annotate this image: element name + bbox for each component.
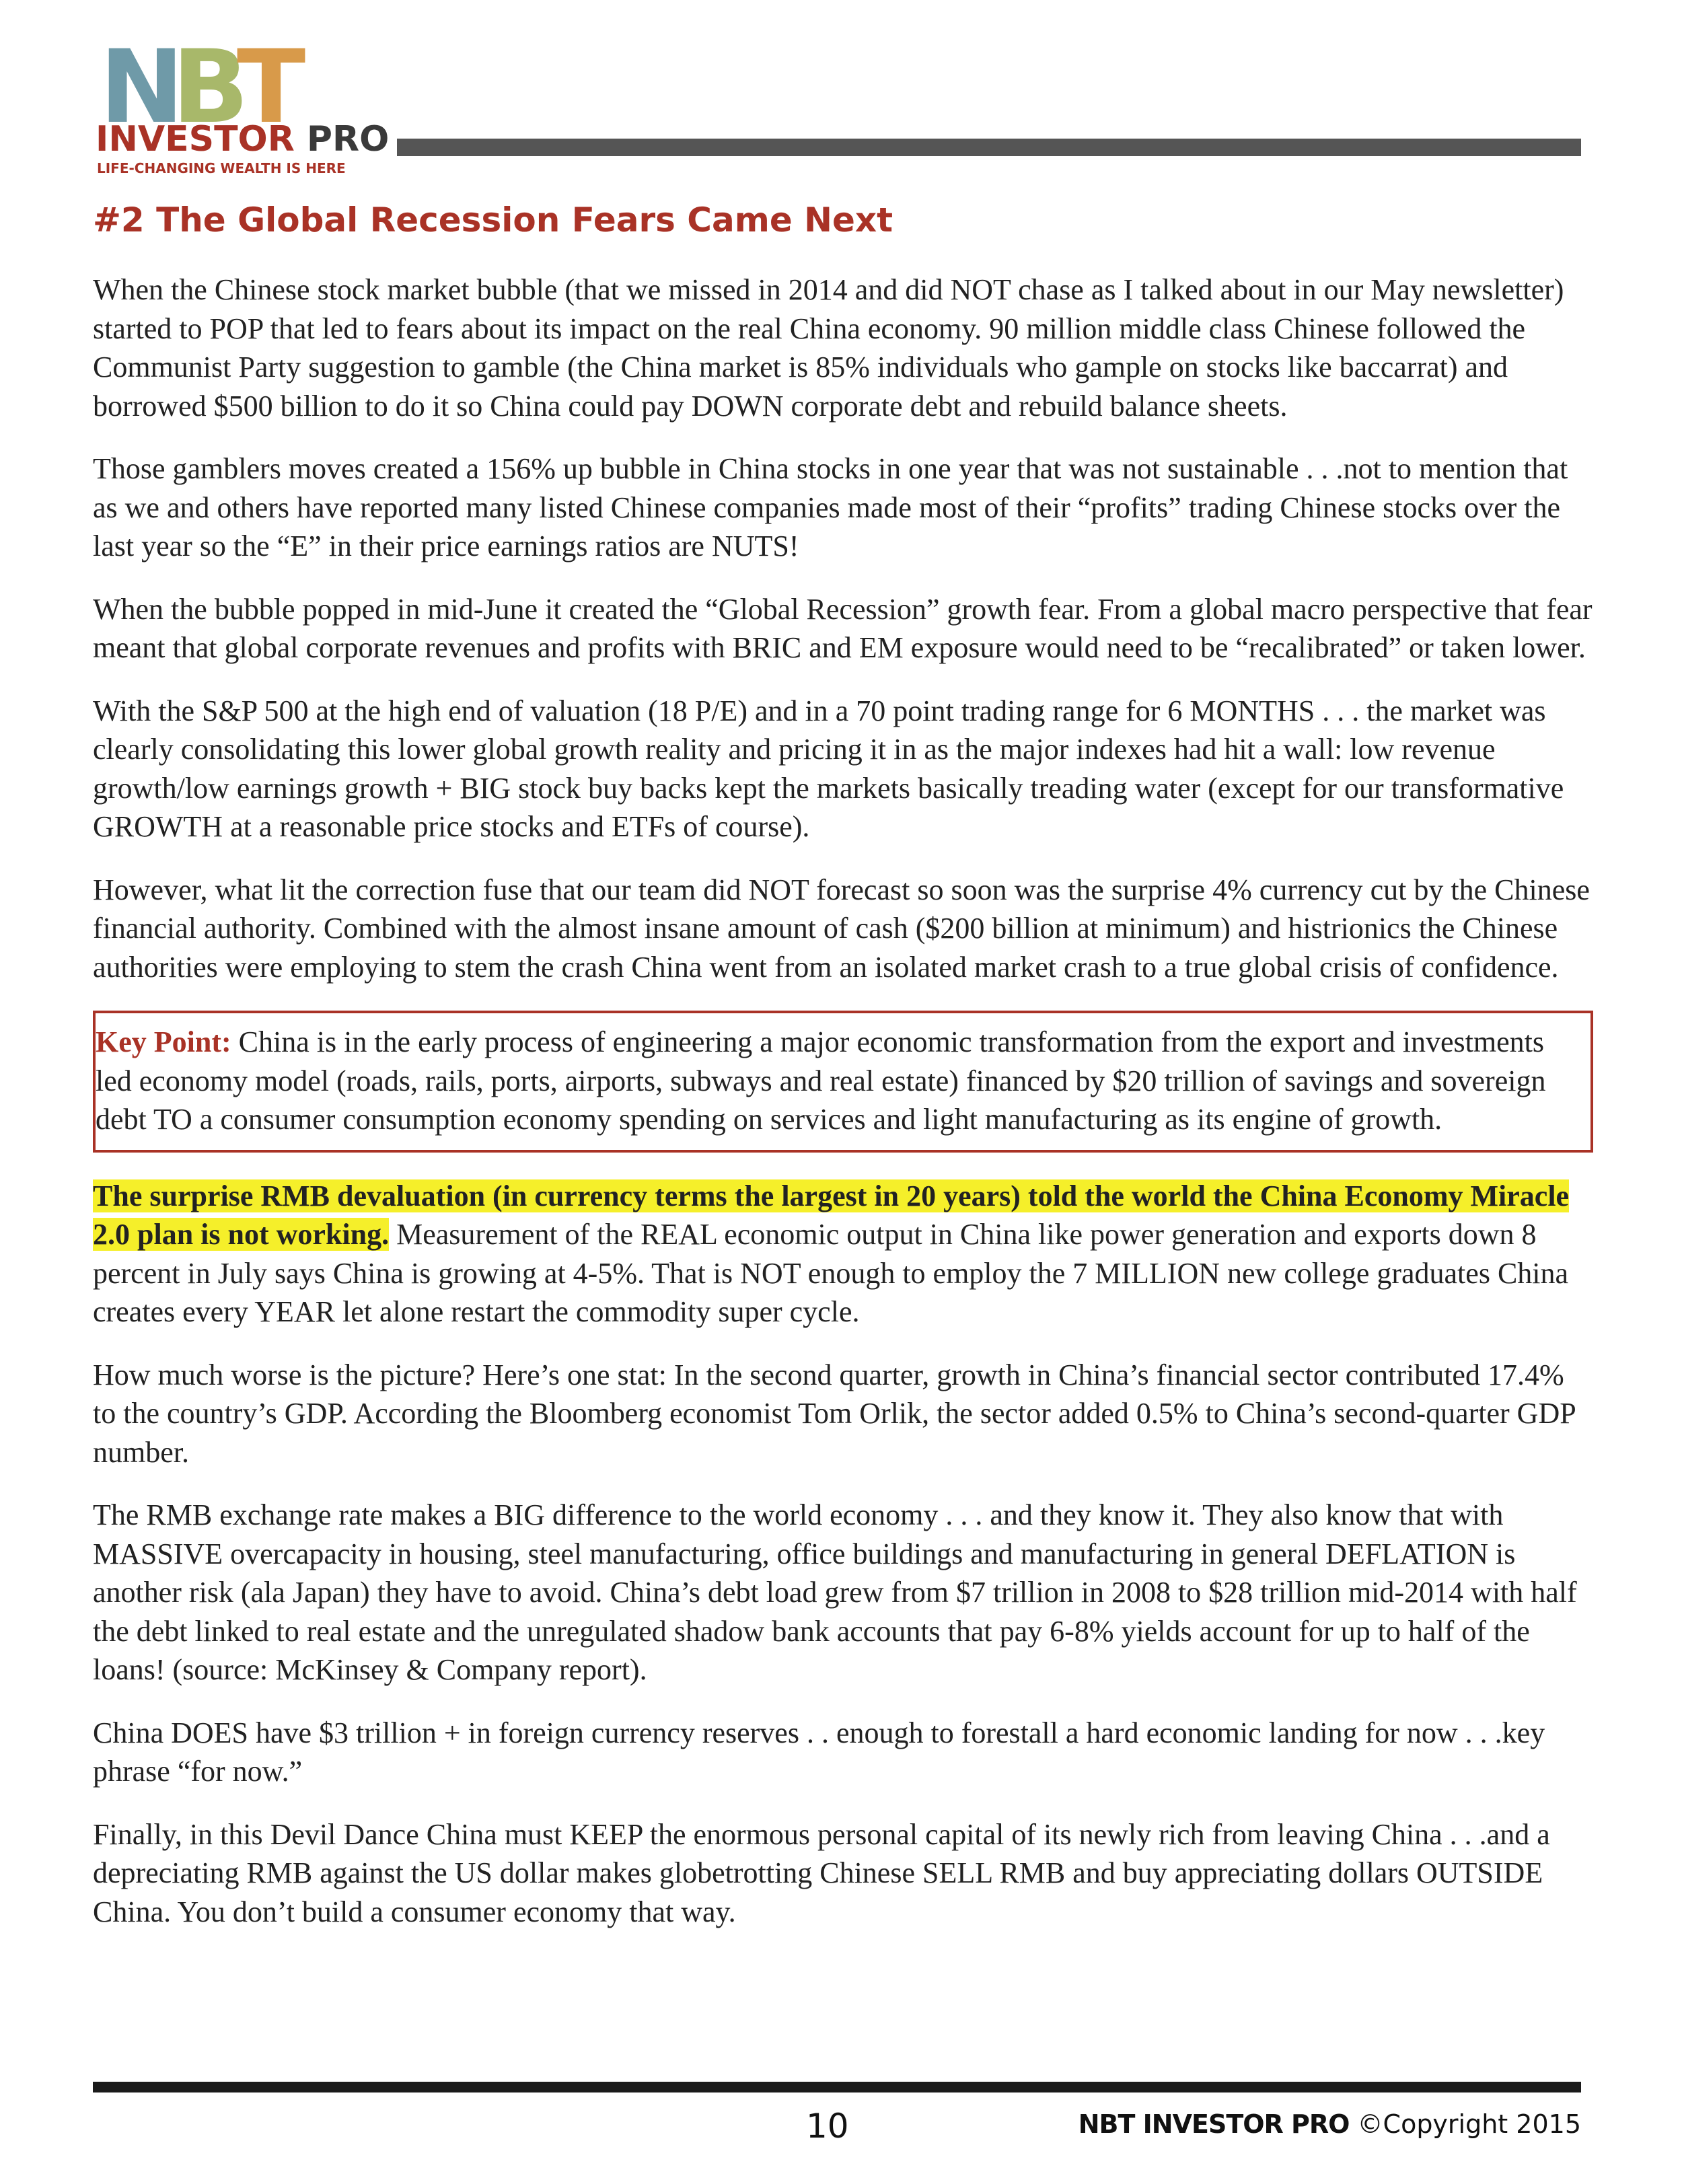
- paragraph: However, what lit the correction fuse that our team did NOT forecast so soon was the surprise 4% currency cut by the Chinese financial authority. Combined with the almost insane amount of cash ($200 billion at minimum) and histrionics the Chinese authorities were employing to stem the crash China went from an isolated market crash to a true global crisis of confidence.: [93, 873, 1590, 984]
- footer-divider: [93, 2082, 1581, 2092]
- key-point-text: Key Point: China is in the early process of engineering a major economic transformation from the export and investments led economy model (roads, rails, ports, airports, subways and real estate) financed by $20 trillion of savings and sovereign debt TO a consumer consumption economy spending on services and light manufacturing as its engine of growth.: [96, 1025, 1546, 1136]
- logo-monogram: NBT: [100, 29, 294, 146]
- paragraph: When the bubble popped in mid-June it created the “Global Recession” growth fear. From a global macro perspective that fear meant that global corporate revenues and profits with BRIC and EM exposure would need to be “recalibrated” or taken lower.: [93, 592, 1593, 664]
- article-body: [93, 270, 1593, 1955]
- page-number: 10: [806, 2107, 849, 2146]
- paragraph: When the Chinese stock market bubble (that we missed in 2014 and did NOT chase as I talked about in our May newsletter) started to POP that led to fears about its impact on the real China economy. 90 million middle class Chinese followed the Communist Party suggestion to gamble (the China market is 85% individuals who gample on stocks like baccarrat) and borrowed $500 billion to do it so China could pay DOWN corporate debt and rebuild balance sheets.: [93, 273, 1564, 423]
- key-point-box: [93, 1011, 1593, 1153]
- paragraph: With the S&P 500 at the high end of valuation (18 P/E) and in a 70 point trading range for 6 MONTHS . . . the market was clearly consolidating this lower global growth reality and pricing it in as the major indexes had hit a wall: low revenue growth/low earnings growth + BIG stock buy backs kept the markets basically treading water (except for our transformative GROWTH at a reasonable price stocks and ETFs of course).: [93, 694, 1564, 843]
- paragraph: China DOES have $3 trillion + in foreign currency reserves . . enough to forestall a hard economic landing for now . . .key phrase “for now.”: [93, 1716, 1545, 1788]
- nbt-investor-pro-logo: [93, 29, 390, 176]
- section-heading: #2 The Global Recession Fears Came Next: [93, 201, 893, 240]
- paragraph: The RMB exchange rate makes a BIG difference to the world economy . . . and they know it. They also know that with MASSIVE overcapacity in housing, steel manufacturing, office buildings and manufacturing in general DEFLATION is another risk (ala Japan) they have to avoid. China’s debt load grew from $7 trillion in 2008 to $28 trillion mid-2014 with half the debt linked to real estate and the unregulated shadow bank accounts that pay 6-8% yields account for up to half of the loans! (source: McKinsey & Company report).: [93, 1498, 1577, 1686]
- key-point-label: Key Point:: [96, 1025, 231, 1058]
- footer-copyright: NBT INVESTOR PRO ©Copyright 2015: [1078, 2109, 1581, 2139]
- header-divider: [397, 139, 1581, 156]
- highlight-paragraph: The surprise RMB devaluation (in currency terms the largest in 20 years) told the world the China Economy Miracle 2.0 plan is not working. Measurement of the REAL economic output in China like power generation and exports down 8 percent in July says China is growing at 4-5%. That is NOT enough to employ the 7 MILLION new college graduates China creates every YEAR let alone restart the commodity super cycle.: [93, 1179, 1570, 1328]
- paragraph: Those gamblers moves created a 156% up bubble in China stocks in one year that was not sustainable . . .not to mention that as we and others have reported many listed Chinese companies made most of their “profits” trading Chinese stocks over the last year so the “E” in their price earnings ratios are NUTS!: [93, 452, 1568, 562]
- paragraph: How much worse is the picture? Here’s one stat: In the second quarter, growth in China’s financial sector contributed 17.4% to the country’s GDP. According the Bloomberg economist Tom Orlik, the sector added 0.5% to China’s second-quarter GDP number.: [93, 1358, 1576, 1469]
- paragraph: Finally, in this Devil Dance China must KEEP the enormous personal capital of its newly rich from leaving China . . .and a depreciating RMB against the US dollar makes globetrotting Chinese SELL RMB and buy appreciating dollars OUTSIDE China. You don’t build a consumer economy that way.: [93, 1817, 1550, 1928]
- logo-tagline: LIFE-CHANGING WEALTH IS HERE: [97, 160, 346, 176]
- highlighted-text: The surprise RMB devaluation (in currency terms the largest in 20 years) told the world the China Economy Miracle 2.0 plan is not working.: [93, 1179, 1570, 1251]
- logo-wordmark: INVESTOR PRO: [96, 119, 390, 159]
